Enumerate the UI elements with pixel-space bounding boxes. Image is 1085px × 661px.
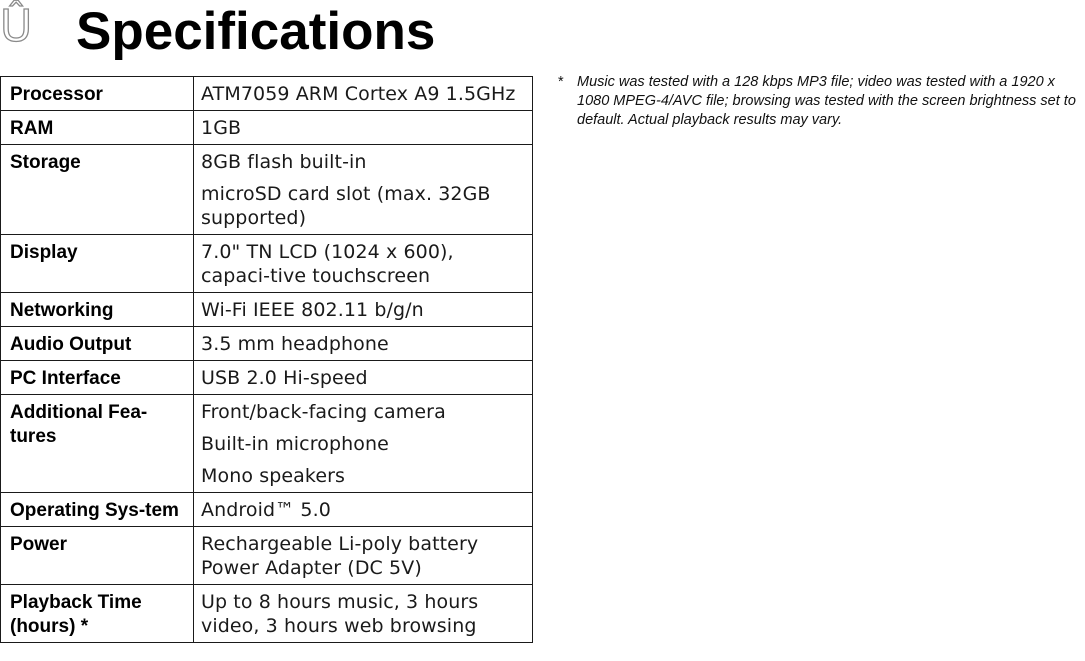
table-row-ram	[1, 111, 533, 145]
table-row-pc-interface	[1, 361, 533, 395]
spec-value-line: 3.5 mm headphone	[201, 333, 389, 355]
table-row-additional-features	[1, 395, 533, 493]
table-row-storage	[1, 145, 533, 235]
spec-value	[194, 293, 533, 327]
table-row-display	[1, 235, 533, 293]
spec-value-line: ATM7059 ARM Cortex A9 1.5GHz	[201, 83, 516, 105]
spec-label: Operating Sys-tem	[1, 493, 194, 527]
spec-value	[194, 585, 533, 643]
table-row-playback-time	[1, 585, 533, 643]
table-row-networking	[1, 293, 533, 327]
spec-label: Display	[1, 235, 194, 293]
spec-label: PC Interface	[1, 361, 194, 395]
spec-value-line: Rechargeable Li-poly battery	[201, 533, 479, 555]
spec-value	[194, 145, 533, 235]
spec-label: Additional Fea-tures	[1, 395, 194, 493]
spec-value-line: 1GB	[201, 117, 242, 139]
spec-label: Storage	[1, 145, 194, 235]
spec-value-line: Front/back-facing camera	[201, 401, 446, 423]
spec-value-line: 7.0" TN LCD (1024 x 600), capaci-tive touchscreen	[201, 241, 454, 287]
spec-value	[194, 77, 533, 111]
specifications-table	[0, 76, 533, 643]
spec-label: Audio Output	[1, 327, 194, 361]
spec-value	[194, 361, 533, 395]
spec-label: Playback Time (hours) *	[1, 585, 194, 643]
spec-value	[194, 527, 533, 585]
spec-label: Networking	[1, 293, 194, 327]
spec-value-line: microSD card slot (max. 32GB supported)	[201, 183, 491, 229]
spec-value	[194, 493, 533, 527]
footnote	[558, 73, 1085, 130]
footnote-text: Music was tested with a 128 kbps MP3 file; video was tested with a 1920 x 1080 MPEG-4/AVC file; browsing was tested with the screen brightness set to default. Actual playback results may vary.	[577, 74, 1076, 128]
table-row-operating-system	[1, 493, 533, 527]
table-row-audio-output	[1, 327, 533, 361]
spec-value-line: 8GB flash built-in	[201, 151, 367, 173]
spec-value-line: Up to 8 hours music, 3 hours video, 3 hours web browsing	[201, 591, 479, 637]
spec-value-line: Power Adapter (DC 5V)	[201, 557, 422, 579]
spec-value-line: Wi-Fi IEEE 802.11 b/g/n	[201, 299, 424, 321]
spec-label: Power	[1, 527, 194, 585]
spec-value	[194, 111, 533, 145]
table-row-processor	[1, 77, 533, 111]
spec-label: Processor	[1, 77, 194, 111]
footnote-marker: *	[558, 74, 564, 90]
page-title: Specifications	[76, 2, 436, 61]
spec-value-line: Mono speakers	[201, 465, 346, 487]
spec-value	[194, 327, 533, 361]
spec-value-line: Android™ 5.0	[201, 499, 331, 521]
section-icon: Û	[0, 1, 33, 52]
spec-value	[194, 235, 533, 293]
spec-label: RAM	[1, 111, 194, 145]
spec-value-line: Built-in microphone	[201, 433, 389, 455]
spec-value	[194, 395, 533, 493]
spec-value-line: USB 2.0 Hi-speed	[201, 367, 368, 389]
table-row-power	[1, 527, 533, 585]
